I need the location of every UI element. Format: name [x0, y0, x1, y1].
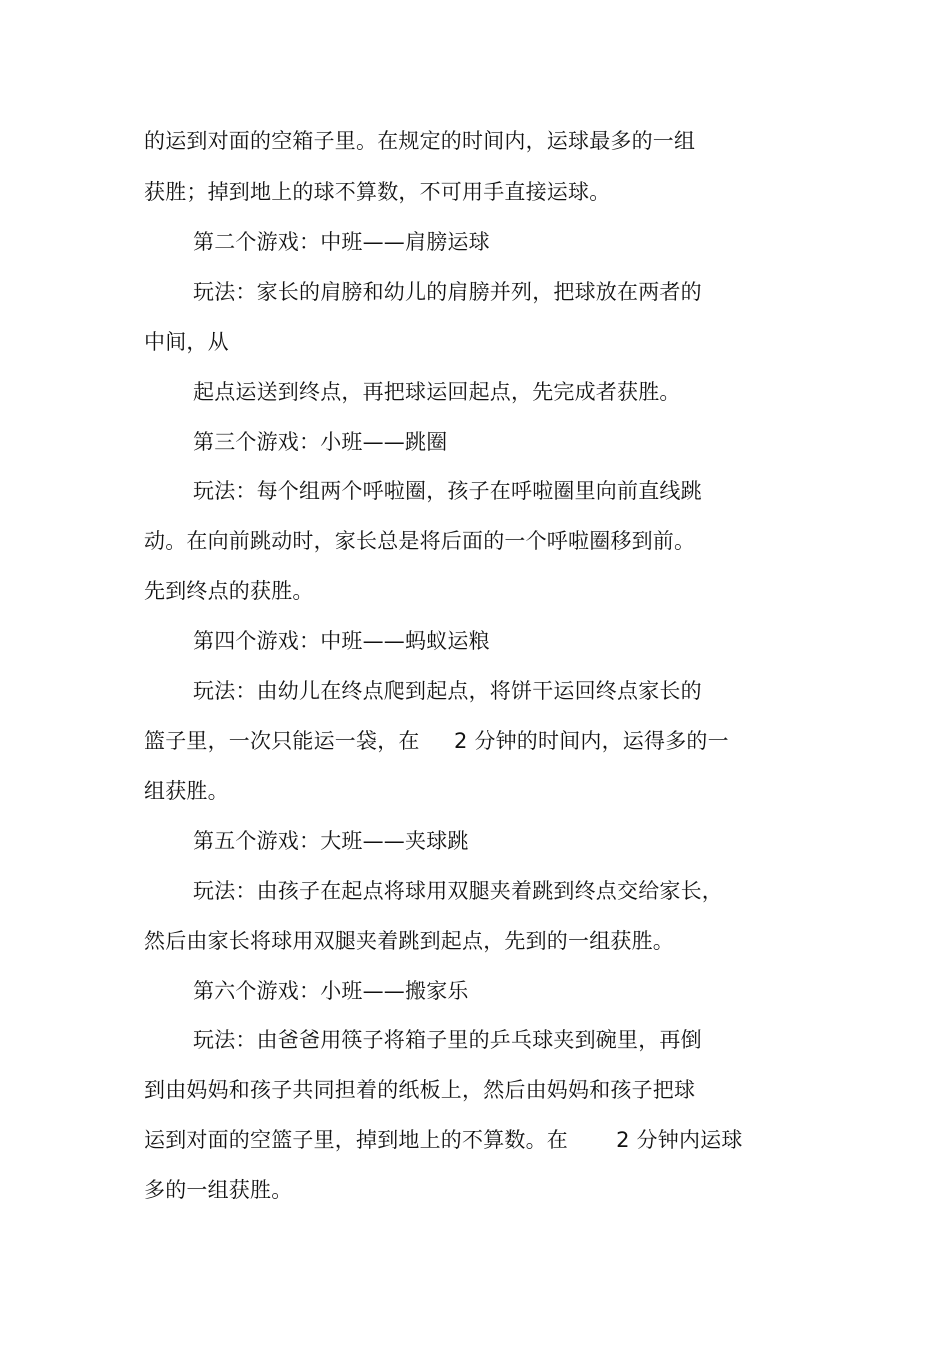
paragraph-line: 玩法：家长的肩膀和幼儿的肩膀并列，把球放在两者的: [193, 280, 702, 304]
paragraph-line: 篮子里，一次只能运一袋，在 2 分钟的时间内，运得多的一: [144, 729, 729, 753]
section-heading: 第三个游戏：小班——跳圈: [193, 430, 448, 454]
paragraph-line: 玩法：由孩子在起点将球用双腿夹着跳到终点交给家长，: [193, 879, 723, 903]
paragraph-line: 先到终点的获胜。: [144, 579, 314, 603]
paragraph-line: 然后由家长将球用双腿夹着跳到起点，先到的一组获胜。: [144, 929, 674, 953]
section-heading: 第五个游戏：大班——夹球跳: [193, 829, 469, 853]
paragraph-line: 玩法：由爸爸用筷子将箱子里的乒乓球夹到碗里，再倒: [193, 1028, 702, 1052]
paragraph-line: 动。在向前跳动时，家长总是将后面的一个呼啦圈移到前。: [144, 529, 696, 553]
paragraph-line: 组获胜。: [144, 779, 229, 803]
section-heading: 第六个游戏：小班——搬家乐: [193, 979, 469, 1003]
paragraph-line: 起点运送到终点，再把球运回起点，先完成者获胜。: [193, 380, 681, 404]
paragraph-line: 玩法：由幼儿在终点爬到起点，将饼干运回终点家长的: [193, 679, 702, 703]
paragraph-line: 运到对面的空篮子里，掉到地上的不算数。在 2 分钟内运球: [144, 1128, 743, 1152]
paragraph-line: 获胜；掉到地上的球不算数，不可用手直接运球。: [144, 180, 611, 204]
paragraph-line: 玩法：每个组两个呼啦圈，孩子在呼啦圈里向前直线跳: [193, 479, 702, 503]
paragraph-line: 中间，从: [144, 330, 229, 354]
section-heading: 第二个游戏：中班——肩膀运球: [193, 230, 490, 254]
section-heading: 第四个游戏：中班——蚂蚁运粮: [193, 629, 490, 653]
paragraph-line: 的运到对面的空箱子里。在规定的时间内，运球最多的一组: [144, 129, 696, 153]
paragraph-line: 多的一组获胜。: [144, 1178, 293, 1202]
paragraph-line: 到由妈妈和孩子共同担着的纸板上，然后由妈妈和孩子把球: [144, 1078, 696, 1102]
